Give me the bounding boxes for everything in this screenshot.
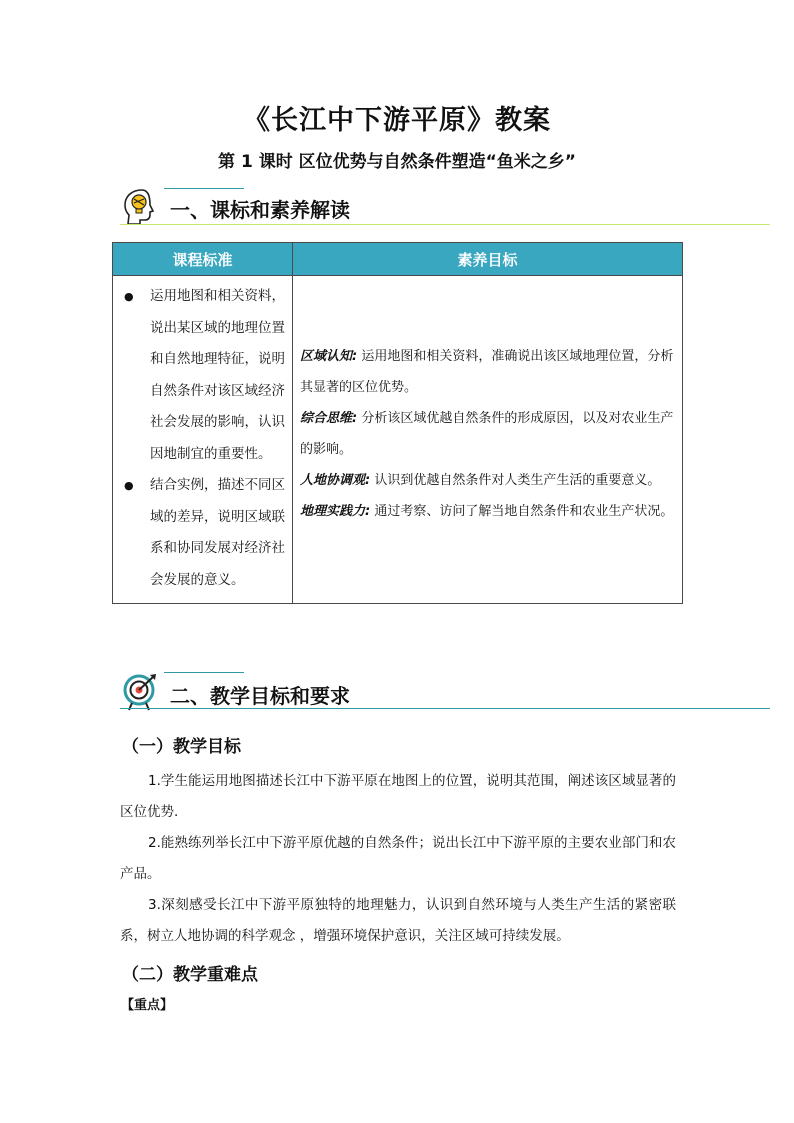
literacy-item xyxy=(300,341,677,403)
section-1-header xyxy=(120,186,770,232)
section-2-heading: 二、教学目标和要求 xyxy=(170,684,350,708)
literacy-cell xyxy=(293,276,683,604)
literacy-text: 运用地图和相关资料，准确说出该区域地理位置，分析其显著的区位优势。 xyxy=(300,349,674,395)
literacy-text: 通过考察、访问了解当地自然条件和农业生产状况。 xyxy=(370,504,674,519)
literacy-item xyxy=(300,465,677,496)
goals-heading: （一）教学目标 xyxy=(122,737,241,757)
standard-item xyxy=(118,470,285,596)
standards-table xyxy=(112,242,683,604)
section-1-top-rule xyxy=(164,188,244,189)
literacy-text: 分析该区域优越自然条件的形成原因，以及对农业生产的影响。 xyxy=(300,411,674,457)
table-row xyxy=(113,276,683,604)
section-2-top-rule xyxy=(164,672,244,673)
literacy-text: 认识到优越自然条件对人类生产生活的重要意义。 xyxy=(370,473,661,488)
goal-item: 1.学生能运用地图描述长江中下游平原在地图上的位置，说明其范围，阐述该区域显著的区位优势. xyxy=(120,773,676,820)
section-2-bottom-rule xyxy=(120,708,770,709)
goal-item: 2.能熟练列举长江中下游平原优越的自然条件；说出长江中下游平原的主要农业部门和农产品。 xyxy=(120,835,676,882)
lightbulb-head-icon xyxy=(120,186,162,228)
literacy-key: 地理实践力: xyxy=(300,504,371,519)
keypoint-tag: 【重点】 xyxy=(121,998,174,1013)
standards-cell xyxy=(113,276,293,604)
keypoints-heading: （二）教学重难点 xyxy=(122,965,258,985)
header-literacy-goal: 素养目标 xyxy=(293,243,683,276)
table-header-row xyxy=(113,243,683,276)
literacy-item xyxy=(300,496,677,527)
standard-item xyxy=(118,281,285,470)
document-title: 《长江中下游平原》教案 xyxy=(243,105,551,136)
literacy-key: 综合思维: xyxy=(300,411,358,426)
literacy-key: 区域认知: xyxy=(300,349,358,364)
lesson-subtitle: 第 1 课时 区位优势与自然条件塑造“鱼米之乡” xyxy=(218,152,576,172)
target-icon xyxy=(120,670,162,712)
literacy-key: 人地协调观: xyxy=(300,473,371,488)
section-2-header xyxy=(120,670,770,716)
bullet-icon: ● xyxy=(124,290,134,303)
literacy-item xyxy=(300,403,677,465)
section-1-heading: 一、课标和素养解读 xyxy=(170,198,350,222)
standard-text: 运用地图和相关资料，说出某区域的地理位置和自然地理特征，说明自然条件对该区域经济社会发展的影响，认识因地制宜的重要性。 xyxy=(150,288,285,462)
section-1-bottom-rule xyxy=(120,224,770,225)
goal-item: 3.深刻感受长江中下游平原独特的地理魅力，认识到自然环境与人类生产生活的紧密联系，树立人地协调的科学观念 ，增强环境保护意识，关注区域可持续发展。 xyxy=(120,897,676,944)
standard-text: 结合实例，描述不同区域的差异，说明区域联系和协同发展对经济社会发展的意义。 xyxy=(150,477,285,588)
bullet-icon: ● xyxy=(124,479,134,492)
header-curriculum-standard: 课程标准 xyxy=(113,243,293,276)
